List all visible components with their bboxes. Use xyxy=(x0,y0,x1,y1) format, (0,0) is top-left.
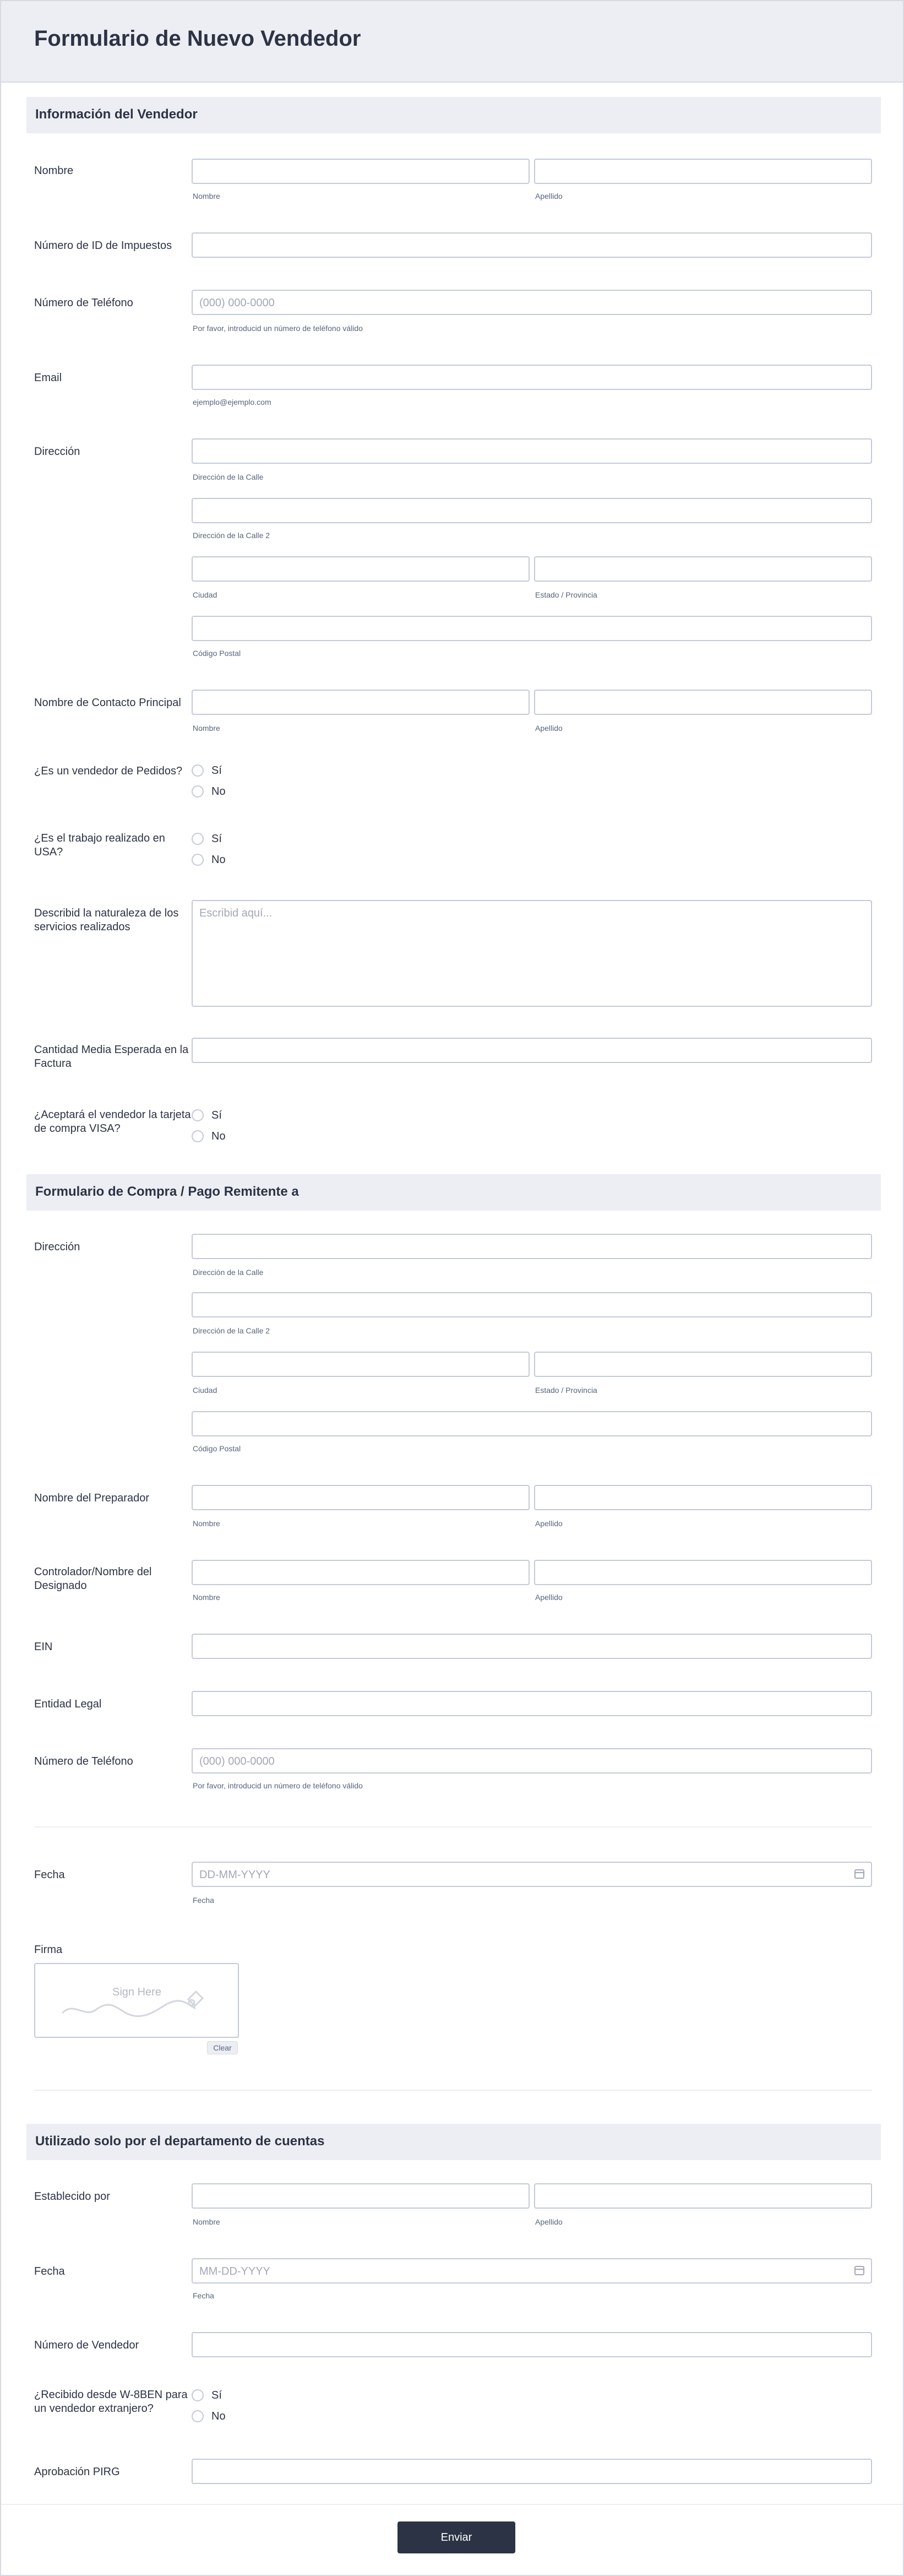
legal-entity-input[interactable] xyxy=(192,1691,872,1716)
established-first-sublabel: Nombre xyxy=(193,2217,220,2226)
section-vendor-info xyxy=(26,97,881,133)
purchase-street2-sublabel: Dirección de la Calle 2 xyxy=(193,1326,270,1335)
w8ben-label: ¿Recibido desde W-8BEN para un vendedor extranjero? xyxy=(34,2389,188,2415)
usa-work-no-radio[interactable] xyxy=(192,854,204,866)
last-name-input[interactable] xyxy=(534,159,872,184)
purchase-date-placeholder: DD-MM-YYYY xyxy=(199,1869,270,1881)
w8ben-no-label: No xyxy=(211,2410,226,2422)
vendor-number-input[interactable] xyxy=(192,2332,872,2357)
established-first-input[interactable] xyxy=(192,2183,530,2209)
purchase-street2-input[interactable] xyxy=(192,1292,872,1317)
accounts-date-input[interactable] xyxy=(192,2258,872,2284)
visa-no-label: No xyxy=(211,1130,226,1142)
avg-amount-input[interactable] xyxy=(192,1038,872,1063)
signature-label: Firma xyxy=(34,1944,63,1956)
clear-signature-button[interactable]: Clear xyxy=(207,2041,238,2054)
contact-last-sublabel: Apellido xyxy=(535,724,563,733)
street-input[interactable] xyxy=(192,438,872,464)
visa-yes-radio[interactable] xyxy=(192,1109,204,1121)
ein-label: EIN xyxy=(34,1641,53,1653)
visa-no-radio[interactable] xyxy=(192,1130,204,1142)
contact-first-sublabel: Nombre xyxy=(193,724,220,733)
preparer-last-sublabel: Apellido xyxy=(535,1519,563,1528)
sign-here-text: Sign Here xyxy=(112,1986,161,1998)
controller-last-sublabel: Apellido xyxy=(535,1593,563,1602)
form-header xyxy=(1,1,903,83)
purchase-phone-label: Número de Teléfono xyxy=(34,1755,133,1767)
w8ben-yes-label: Sí xyxy=(211,2389,222,2401)
w8ben-no-radio[interactable] xyxy=(192,2410,204,2422)
purchase-city-sublabel: Ciudad xyxy=(193,1386,217,1395)
preparer-first-sublabel: Nombre xyxy=(193,1519,220,1528)
city-input[interactable] xyxy=(192,556,530,582)
orders-vendor-label: ¿Es un vendedor de Pedidos? xyxy=(34,765,183,777)
visa-label: ¿Aceptará el vendedor la tarjeta de compra VISA? xyxy=(34,1109,191,1135)
signature-scribble-icon xyxy=(57,1980,217,2024)
usa-work-no-label: No xyxy=(211,854,226,866)
tax-id-label: Número de ID de Impuestos xyxy=(34,240,172,252)
purchase-phone-input[interactable] xyxy=(192,1748,872,1774)
preparer-first-input[interactable] xyxy=(192,1485,530,1510)
section-purchase xyxy=(26,1174,881,1211)
services-textarea[interactable] xyxy=(192,900,872,1007)
last-name-sublabel: Apellido xyxy=(535,192,563,200)
signature-pad[interactable] xyxy=(34,1963,239,2038)
visa-yes-label: Sí xyxy=(211,1109,222,1121)
accounts-date-hint: Fecha xyxy=(193,2291,214,2300)
preparer-label: Nombre del Preparador xyxy=(34,1492,149,1504)
purchase-date-hint: Fecha xyxy=(193,1896,214,1905)
preparer-last-input[interactable] xyxy=(534,1485,872,1510)
purchase-zip-sublabel: Código Postal xyxy=(193,1444,241,1453)
calendar-icon[interactable] xyxy=(854,1869,864,1879)
established-last-sublabel: Apellido xyxy=(535,2217,563,2226)
section-title: Formulario de Compra / Pago Remitente a xyxy=(35,1184,299,1199)
controller-last-input[interactable] xyxy=(534,1560,872,1585)
tax-id-input[interactable] xyxy=(192,232,872,258)
phone-label: Número de Teléfono xyxy=(34,297,133,309)
zip-input[interactable] xyxy=(192,616,872,641)
purchase-street-input[interactable] xyxy=(192,1234,872,1259)
purchase-date-label: Fecha xyxy=(34,1869,65,1881)
controller-first-sublabel: Nombre xyxy=(193,1593,220,1602)
street-sublabel: Dirección de la Calle xyxy=(193,473,264,481)
orders-vendor-no-radio[interactable] xyxy=(192,785,204,798)
divider xyxy=(34,1826,872,1827)
avg-amount-label: Cantidad Media Esperada en la Factura xyxy=(34,1044,189,1070)
pirg-approval-input[interactable] xyxy=(192,2459,872,2484)
purchase-date-input[interactable] xyxy=(192,1862,872,1887)
contact-last-input[interactable] xyxy=(534,690,872,715)
zip-sublabel: Código Postal xyxy=(193,649,241,658)
first-name-input[interactable] xyxy=(192,159,530,184)
section-title: Información del Vendedor xyxy=(35,107,198,122)
vendor-number-label: Número de Vendedor xyxy=(34,2339,139,2351)
street2-input[interactable] xyxy=(192,498,872,523)
first-name-sublabel: Nombre xyxy=(193,192,220,200)
pirg-approval-label: Aprobación PIRG xyxy=(34,2466,120,2478)
controller-label: Controlador/Nombre del Designado xyxy=(34,1566,152,1592)
contact-label: Nombre de Contacto Principal xyxy=(34,697,181,709)
purchase-city-input[interactable] xyxy=(192,1352,530,1377)
ein-input[interactable] xyxy=(192,1634,872,1659)
purchase-phone-hint: Por favor, introducid un número de teléfono válido xyxy=(193,1781,363,1790)
phone-input[interactable] xyxy=(192,290,872,315)
divider xyxy=(1,2504,903,2505)
purchase-phone-placeholder: (000) 000-0000 xyxy=(199,1755,275,1767)
orders-vendor-no-label: No xyxy=(211,785,226,798)
established-by-label: Establecido por xyxy=(34,2190,110,2203)
usa-work-label: ¿Es el trabajo realizado en USA? xyxy=(34,832,165,858)
divider xyxy=(34,2090,872,2091)
email-label: Email xyxy=(34,372,62,384)
accounts-date-label: Fecha xyxy=(34,2265,65,2277)
purchase-address-label: Dirección xyxy=(34,1241,80,1253)
section-accounts xyxy=(26,2124,881,2160)
phone-placeholder: (000) 000-0000 xyxy=(199,297,275,309)
w8ben-yes-radio[interactable] xyxy=(192,2389,204,2401)
purchase-zip-input[interactable] xyxy=(192,1411,872,1436)
email-hint: ejemplo@ejemplo.com xyxy=(193,398,271,406)
section-title: Utilizado solo por el departamento de cuentas xyxy=(35,2134,325,2149)
state-input[interactable] xyxy=(534,556,872,582)
usa-work-yes-label: Sí xyxy=(211,833,222,845)
submit-button[interactable]: Enviar xyxy=(397,2521,515,2553)
nombre-label: Nombre xyxy=(34,165,74,177)
legal-entity-label: Entidad Legal xyxy=(34,1698,102,1710)
services-label: Describid la naturaleza de los servicios realizados xyxy=(34,907,179,933)
accounts-date-placeholder: MM-DD-YYYY xyxy=(199,2265,270,2277)
purchase-street-sublabel: Dirección de la Calle xyxy=(193,1268,264,1277)
established-last-input[interactable] xyxy=(534,2183,872,2209)
orders-vendor-yes-radio[interactable] xyxy=(192,764,204,777)
state-sublabel: Estado / Provincia xyxy=(535,590,597,599)
city-sublabel: Ciudad xyxy=(193,590,217,599)
address-label: Dirección xyxy=(34,446,80,458)
calendar-icon[interactable] xyxy=(854,2266,864,2275)
controller-first-input[interactable] xyxy=(192,1560,530,1585)
services-placeholder: Escribid aquí... xyxy=(199,907,273,919)
purchase-state-sublabel: Estado / Provincia xyxy=(535,1386,597,1395)
phone-hint: Por favor, introducid un número de teléfono válido xyxy=(193,324,363,333)
email-input[interactable] xyxy=(192,365,872,390)
form-title: Formulario de Nuevo Vendedor xyxy=(34,26,361,51)
street2-sublabel: Dirección de la Calle 2 xyxy=(193,531,270,540)
contact-first-input[interactable] xyxy=(192,690,530,715)
usa-work-yes-radio[interactable] xyxy=(192,833,204,845)
orders-vendor-yes-label: Sí xyxy=(211,764,222,777)
purchase-state-input[interactable] xyxy=(534,1352,872,1377)
